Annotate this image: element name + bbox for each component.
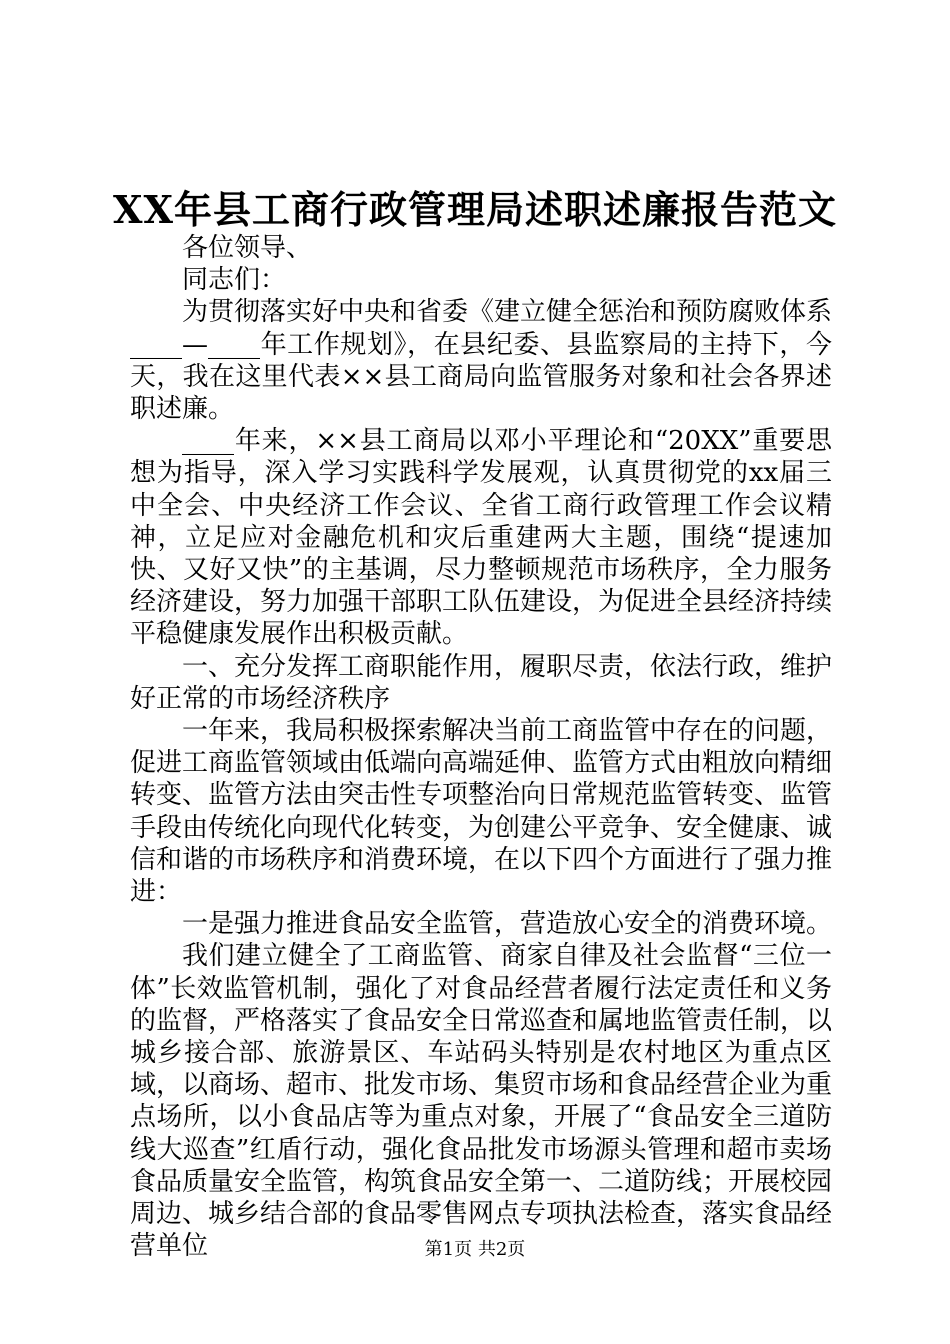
- paragraph-food-safety: 我们建立健全了工商监管、商家自律及社会监督“三位一体”长效监管机制，强化了对食品经营者履行法定责任和义务的监督，严格落实了食品安全日常巡查和属地监管责任制，以城乡接合部、旅游景区、车站码头特别是农村地区为重点区域，以商场、超市、批发市场、集贸市场和食品经营企业为重点场所，以小食品店等为重点对象，开展了“食品安全三道防线大巡查”红盾行动，强化食品批发市场源头管理和超市卖场食品质量安全监管，构筑食品安全第一、二道防线；开展校园周边、城乡结合部的食品零售网点专项执法检查，落实食品经营单位: [130, 941, 833, 1262]
- paragraph-overview: ____年来，××县工商局以邓小平理论和“20XX”重要思想为指导，深入学习实践科学发展观，认真贯彻党的xx届三中全会、中央经济工作会议、全省工商行政管理工作会议精神，立足应对金融危机和灾后重建两大主题，围绕“提速加快、又好又快”的主基调，尽力整顿规范市场秩序，全力服务经济建设，努力加强干部职工队伍建设，为促进全县经济持续平稳健康发展作出积极贡献。: [130, 426, 833, 650]
- subheading-food-safety: 一是强力推进食品安全监管，营造放心安全的消费环境。: [182, 909, 833, 940]
- paragraph-section-1: 一年来，我局积极探索解决当前工商监管中存在的问题，促进工商监管领域由低端向高端延伸、监管方式由粗放向精细转变、监管方法由突击性专项整治向日常规范监管转变、监管手段由传统化向现代化转变，为创建公平竞争、安全健康、诚信和谐的市场秩序和消费环境，在以下四个方面进行了强力推进：: [130, 716, 833, 908]
- salutation-comrades: 同志们：: [182, 265, 287, 296]
- salutation-leaders: 各位领导、: [182, 233, 313, 263]
- document-title: XX年县工商行政管理局述职述廉报告范文: [113, 187, 837, 232]
- document-body: [130, 232, 832, 1263]
- page-footer: 第1页 共2页: [424, 1239, 526, 1260]
- paragraph-intro: 为贯彻落实好中央和省委《建立健全惩治和预防腐败体系____—____年工作规划》，在县纪委、县监察局的主持下，今天，我在这里代表××县工商局向监管服务对象和社会各界述职述廉。: [130, 297, 833, 425]
- section-heading-1: 一、充分发挥工商职能作用，履职尽责，依法行政，维护好正常的市场经济秩序: [130, 651, 833, 714]
